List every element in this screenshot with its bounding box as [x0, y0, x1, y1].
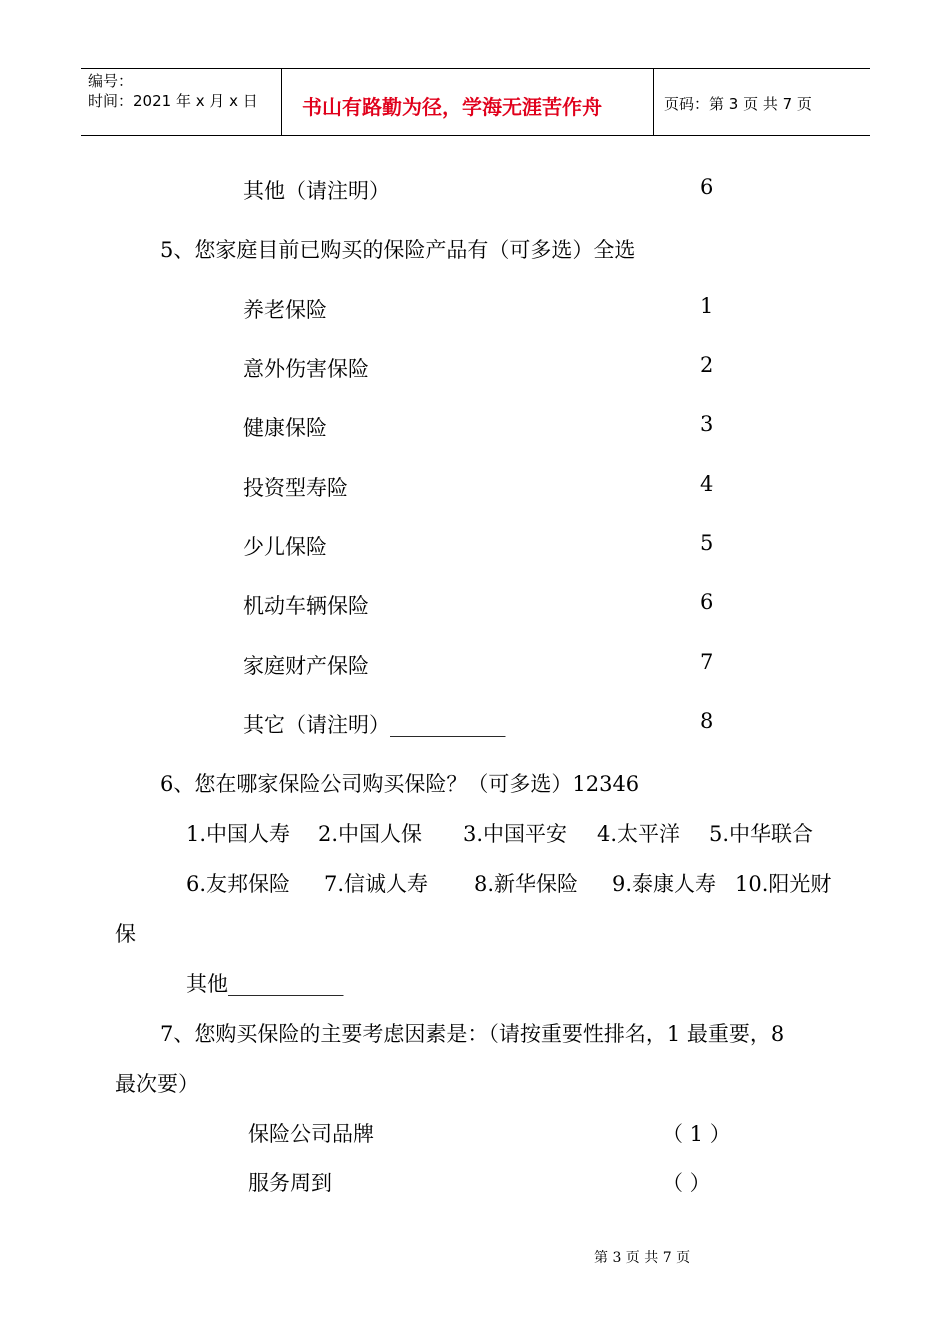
q6-company-option: 3.中国平安 — [463, 822, 568, 846]
q5-option-label: 养老保险 — [243, 298, 327, 322]
q6-question: 6、您在哪家保险公司购买保险？（可多选）12346 — [160, 772, 640, 796]
q7-item-rank: （ 1 ） — [662, 1122, 731, 1146]
header-motto: 书山有路勤为径，学海无涯苦作舟 — [302, 95, 602, 119]
q6-company-option: 10.阳光财 — [735, 872, 832, 896]
q5-option-code: 5 — [700, 531, 714, 555]
q4-option-label: 其他（请注明） — [243, 179, 390, 203]
q5-question: 5、您家庭目前已购买的保险产品有（可多选）全选 — [160, 238, 636, 262]
q5-option-label: 少儿保险 — [243, 535, 327, 559]
q5-option-label: 其它（请注明）___________ — [243, 713, 506, 737]
q6-company-option: 4.太平洋 — [597, 822, 681, 846]
q5-option-label: 意外伤害保险 — [243, 357, 369, 381]
q5-option-label: 健康保险 — [243, 416, 327, 440]
q5-option-label: 家庭财产保险 — [243, 654, 369, 678]
q6-company-option: 5.中华联合 — [709, 822, 814, 846]
header-serial-label: 编号： — [88, 72, 134, 90]
header-time-label: 时间：2021 年 x 月 x 日 — [88, 92, 258, 110]
q6-company-option: 1.中国人寿 — [186, 822, 291, 846]
q6-other: 其他___________ — [186, 972, 344, 996]
header-divider-left — [281, 68, 282, 136]
q7-question-line1: 7、您购买保险的主要考虑因素是：（请按重要性排名，1 最重要，8 — [160, 1022, 785, 1046]
q7-item-label: 服务周到 — [248, 1171, 332, 1195]
q5-option-label: 投资型寿险 — [243, 476, 348, 500]
q6-company-option: 8.新华保险 — [474, 872, 579, 896]
q5-option-code: 7 — [700, 650, 714, 674]
q5-option-code: 1 — [700, 294, 714, 318]
q5-option-code: 8 — [700, 709, 714, 733]
q6-wrapped-text: 保 — [115, 922, 136, 946]
q6-company-option: 7.信诚人寿 — [324, 872, 429, 896]
q6-company-option: 9.泰康人寿 — [612, 872, 717, 896]
header-divider-right — [653, 68, 654, 136]
q7-item-label: 保险公司品牌 — [248, 1122, 374, 1146]
q5-option-code: 3 — [700, 412, 714, 436]
q5-option-code: 2 — [700, 353, 714, 377]
footer-page-number: 第 3 页 共 7 页 — [594, 1250, 691, 1266]
q5-option-code: 4 — [700, 472, 714, 496]
q7-question-line2: 最次要） — [115, 1072, 199, 1096]
q5-option-code: 6 — [700, 590, 714, 614]
q6-company-option: 6.友邦保险 — [186, 872, 291, 896]
q4-option-code: 6 — [700, 175, 714, 199]
q6-company-option: 2.中国人保 — [318, 822, 423, 846]
header-top-border — [81, 68, 870, 69]
q5-option-label: 机动车辆保险 — [243, 594, 369, 618]
header-page-label: 页码：第 3 页 共 7 页 — [664, 95, 812, 113]
header-bottom-border — [81, 135, 870, 136]
q7-item-rank: （ ） — [662, 1171, 711, 1195]
